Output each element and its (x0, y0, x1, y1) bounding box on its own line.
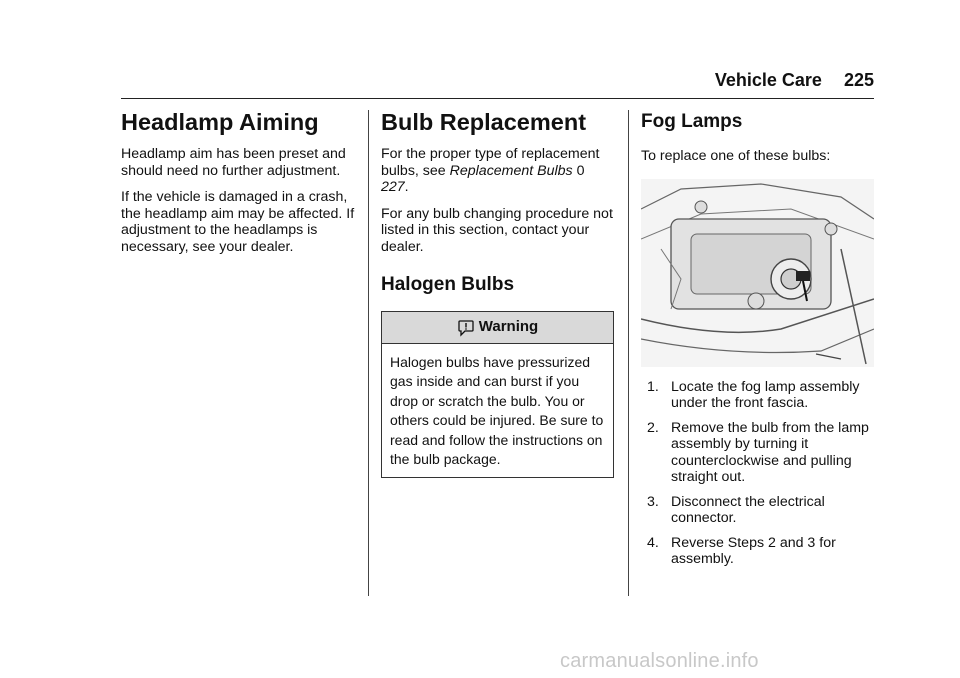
warning-icon (457, 319, 475, 337)
section-title: Vehicle Care (714, 70, 822, 90)
text: . (404, 179, 409, 195)
warning-header (382, 312, 613, 344)
paragraph: To replace one of these bulbs: (641, 148, 831, 164)
replacement-bulbs-link[interactable]: Replacement Bulbs (449, 162, 573, 179)
paragraph (381, 146, 614, 196)
list-item (641, 420, 874, 486)
warning-title: Warning (478, 318, 539, 336)
step-text: Disconnect the electrical connector. (671, 493, 825, 526)
fog-lamp-diagram (641, 179, 874, 367)
column-1 (121, 108, 357, 265)
page-ref-number[interactable]: 227 (381, 179, 405, 195)
steps-list (641, 379, 874, 568)
step-text: Locate the fog lamp assembly under the front fascia. (671, 378, 860, 411)
column-3 (641, 108, 874, 576)
page-header (700, 70, 874, 91)
paragraph: Headlamp aim has been preset and should need no further adjustment. (121, 146, 346, 179)
list-item (641, 494, 874, 527)
step-text: Remove the bulb from the lamp assembly by turning it counterclockwise and pulling straight out. (671, 419, 869, 485)
fog-lamps-heading: Fog Lamps (641, 111, 743, 132)
bulb-replacement-heading: Bulb Replacement (381, 109, 587, 135)
column-divider (368, 110, 369, 596)
step-number: 3. (647, 493, 659, 510)
watermark: carmanualsonline.info (560, 650, 759, 672)
page-number: 225 (843, 70, 874, 90)
step-number: 2. (647, 419, 659, 436)
list-item (641, 379, 874, 412)
warning-body: Halogen bulbs have pressurized gas inside and can burst if you drop or scratch the bulb. You or others could be injured. Be sure to read and follow the instructions on the bulb package. (390, 354, 604, 468)
page-ref-icon: 0 (576, 162, 585, 179)
step-number: 1. (647, 378, 659, 395)
column-divider (628, 110, 629, 596)
fog-lamp-illustration (641, 179, 874, 367)
step-text: Reverse Steps 2 and 3 for assembly. (671, 534, 836, 567)
column-2 (381, 108, 614, 478)
step-number: 4. (647, 534, 659, 551)
list-item (641, 535, 874, 568)
paragraph: If the vehicle is damaged in a crash, the headlamp aim may be affected. If adjustment to the headlamps is necessary, see your dealer. (121, 189, 355, 255)
header-rule (121, 98, 874, 99)
paragraph: For any bulb changing procedure not listed in this section, contact your dealer. (381, 205, 613, 255)
headlamp-aiming-heading: Headlamp Aiming (121, 109, 319, 135)
warning-box (381, 311, 614, 478)
text: For the proper type of replacement bulbs, see (381, 146, 600, 179)
halogen-bulbs-heading: Halogen Bulbs (381, 274, 515, 295)
